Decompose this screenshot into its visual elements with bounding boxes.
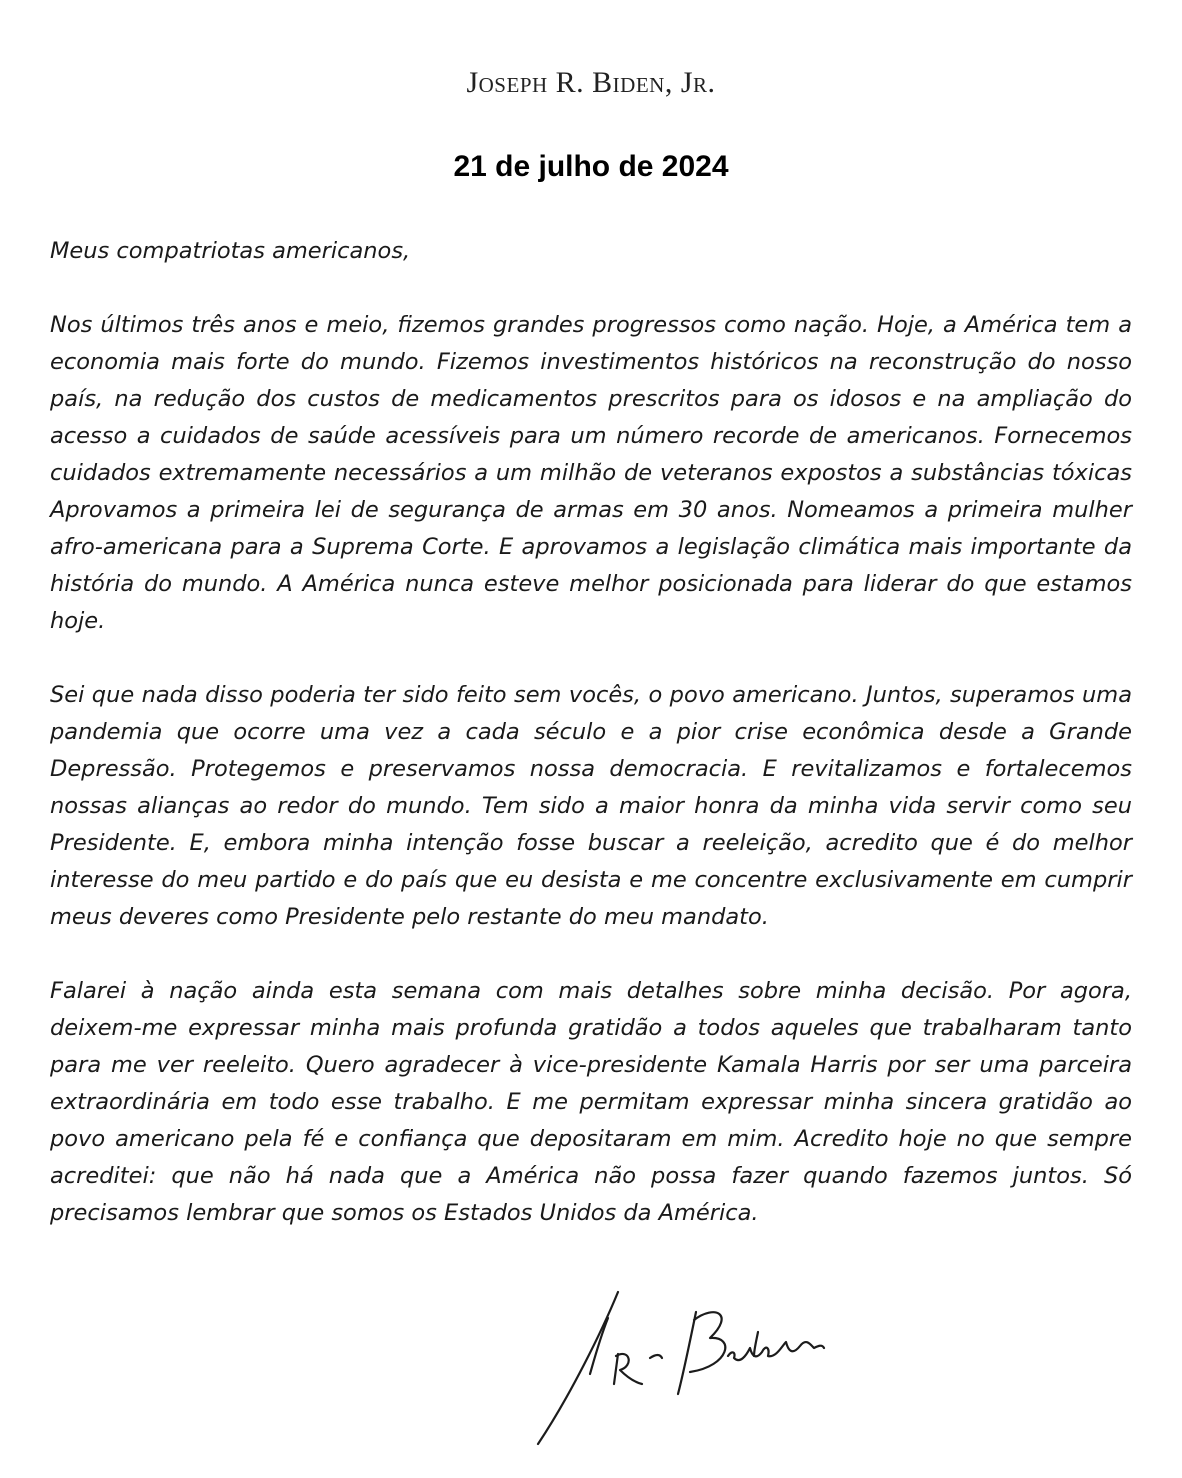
letter-date: 21 de julho de 2024 bbox=[453, 150, 729, 183]
letterhead-name: Joseph R. Biden, Jr. bbox=[466, 66, 716, 99]
signature-drawing bbox=[530, 1286, 840, 1451]
salutation: Meus compatriotas americanos, bbox=[50, 238, 411, 264]
paragraph-1: Nos últimos três anos e meio, fizemos grandes progressos como nação. Hoje, a América tem a economia mais forte do mundo. Fizemos investimentos históricos na reconstrução do nosso país, na redução dos custos de medicamentos prescritos para os idosos e na ampliação do acesso a cuidados de saúde acessíveis para um número recorde de americanos. Fornecemos cuidados extremamente necessários a um milhão de veteranos expostos a substâncias tóxicas Aprovamos a primeira lei de segurança de armas em 30 anos. Nomeamos a primeira mulher afro-americana para a Suprema Corte. E aprovamos a legislação climática mais importante da história do mundo. A América nunca esteve melhor posicionada para liderar do que estamos hoje. bbox=[50, 312, 1132, 634]
paragraph-3: Falarei à nação ainda esta semana com mais detalhes sobre minha decisão. Por agora, deixem-me expressar minha mais profunda gratidão a todos aqueles que trabalharam tanto para me ver reeleito. Quero agradecer à vice-presidente Kamala Harris por ser uma parceira extraordinária em todo esse trabalho. E me permitam expressar minha sincera gratidão ao povo americano pela fé e confiança que depositaram em mim. Acredito hoje no que sempre acreditei: que não há nada que a América não possa fazer quando fazemos juntos. Só precisamos lembrar que somos os Estados Unidos da América. bbox=[50, 978, 1132, 1226]
paragraph-2: Sei que nada disso poderia ter sido feito sem vocês, o povo americano. Juntos, superamos uma pandemia que ocorre uma vez a cada século e a pior crise econômica desde a Grande Depressão. Protegemos e preservamos nossa democracia. E revitalizamos e fortalecemos nossas alianças ao redor do mundo. Tem sido a maior honra da minha vida servir como seu Presidente. E, embora minha intenção fosse buscar a reeleição, acredito que é do melhor interesse do meu partido e do país que eu desista e me concentre exclusivamente em cumprir meus deveres como Presidente pelo restante do meu mandato. bbox=[50, 682, 1132, 930]
signature bbox=[530, 1286, 840, 1451]
letter-body bbox=[50, 233, 1132, 1269]
